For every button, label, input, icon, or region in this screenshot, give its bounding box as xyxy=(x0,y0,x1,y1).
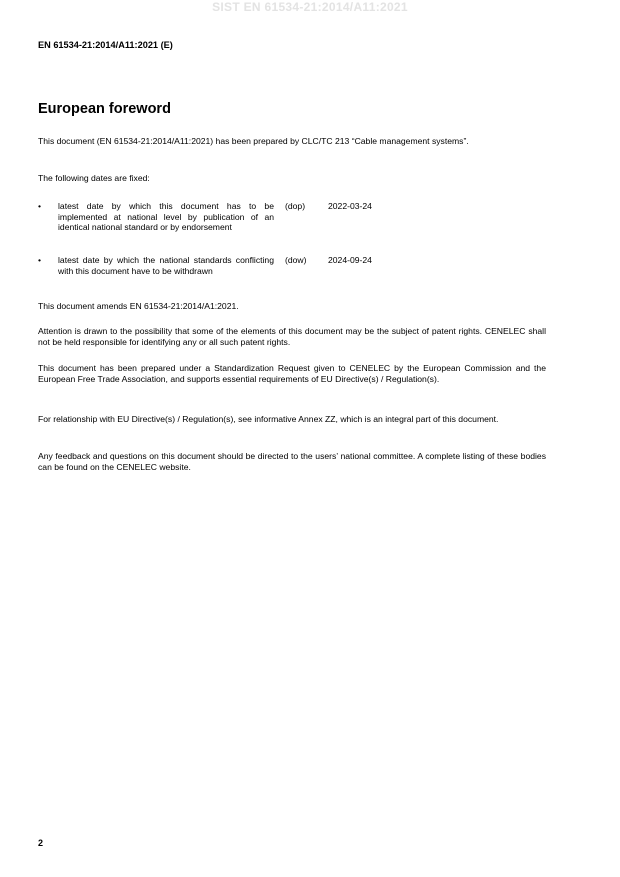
document-identifier: EN 61534-21:2014/A11:2021 (E) xyxy=(38,40,173,50)
bullet-marker: • xyxy=(38,201,42,211)
prepared-paragraph: This document (EN 61534-21:2014/A11:2021) has been prepared by CLC/TC 213 “Cable management systems”. xyxy=(38,136,469,146)
page-number: 2 xyxy=(38,838,44,848)
watermark: SIST EN 61534-21:2014/A11:2021 xyxy=(212,0,408,14)
date-item-abbreviation: (dop) xyxy=(285,201,306,211)
mandate-paragraph: This document has been prepared under a Standardization Request given to CENELEC by the European Commission and the European Free Trade Association, and supports essential requirements of EU Directive(s) / Regulation(s). xyxy=(38,363,546,384)
patent-paragraph: Attention is drawn to the possibility that some of the elements of this document may be the subject of patent rights. CENELEC shall not be held responsible for identifying any or all such patent rights. xyxy=(38,326,546,347)
section-title: European foreword xyxy=(38,101,171,117)
date-item-value: 2024-09-24 xyxy=(328,255,372,265)
date-item-value: 2022-03-24 xyxy=(328,201,372,211)
bullet-marker: • xyxy=(38,255,42,265)
date-item-abbreviation: (dow) xyxy=(285,255,307,265)
relationship-paragraph: For relationship with EU Directive(s) / Regulation(s), see informative Annex ZZ, which is an integral part of this document. xyxy=(38,414,499,424)
date-item-description: latest date by which the national standards conflicting with this document have to be withdrawn xyxy=(58,255,274,276)
feedback-paragraph: Any feedback and questions on this document should be directed to the users’ national committee. A complete listing of these bodies can be found on the CENELEC website. xyxy=(38,451,546,472)
dates-intro-paragraph: The following dates are fixed: xyxy=(38,173,150,183)
amends-paragraph: This document amends EN 61534-21:2014/A1:2021. xyxy=(38,301,239,311)
date-item-description: latest date by which this document has to be implemented at national level by publication of an identical national standard or by endorsement xyxy=(58,201,274,232)
